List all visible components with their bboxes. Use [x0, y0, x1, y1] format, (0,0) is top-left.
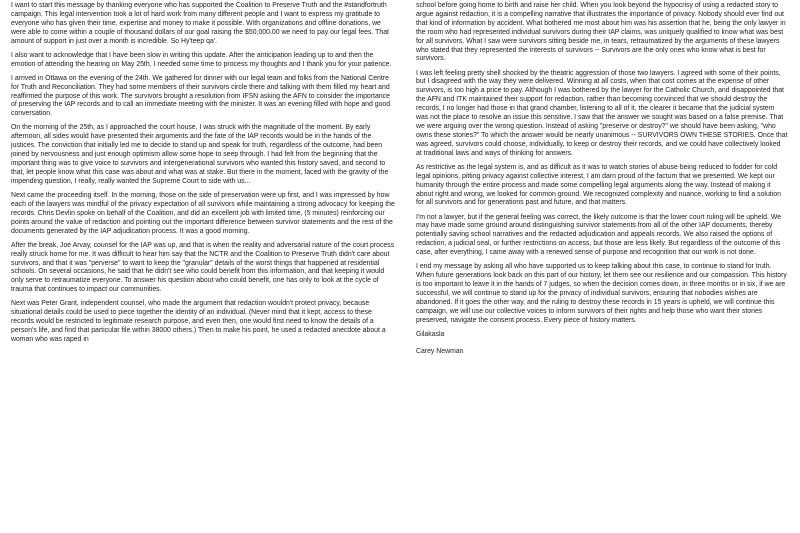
- paragraph-continuation: school before going home to birth and raise her child. When you look beyond the hypocrisy of using a redacted story to argue against redaction, it is a compelling narrative that illustrates the importance of privacy. Nobody should ever find out that kind of information by accident. What bothered me most about him was his assertion that he, being the only lawyer in the room who had represented individual survivors during their IAP claims, was uniquely qualified to know what was best for all survivors. What I saw were survivors sitting beside me, in tears, retraumatized by the arguments of these lawyers who stated that they represented the interests of survivors -- Survivors are the only ones who know what is best for survivors.: [416, 2, 786, 63]
- paragraph-outcome: I'm not a lawyer, but if the general feeling was correct, the likely outcome is that the lower court ruling will be upheld. We may have made some ground around distinguishing survivor statements from all of the other IAP documents, thereby potentially saving school narratives and the redacted adjudication and appeals records. We also raised the options of redaction, a judicial seal, or further restrictions on access, but those are less likely. But regardless of the outcome of this case, after everything, I came away with a renewed sense of purpose and recognition that our work is not done.: [416, 213, 782, 257]
- paragraph-proceeding: Next came the proceeding itself. In the morning, those on the side of preservation were up first, and I was impressed by how each of the lawyers was mindful of the privacy expectation of all survivors while maintaining a strong advocacy for keeping the records. Chris Devlin spoke on behalf of the Coalition, and did an excellent job with limited time, (5 minutes) reinforcing our points around the value of redaction and pointing out the important difference between survivor statements and the rest of the documents generated by the IAP adjudication process. It was a good morning.: [11, 191, 395, 235]
- right-column: [408, 0, 800, 533]
- signature-name: Carey Newman: [416, 347, 464, 355]
- paragraph-morning: On the morning of the 25th, as I approached the court house, I was struck with the magnitude of the moment. By early afternoon, all sides would have presented their arguments and the fate of the IAP records would be in the hands of the justices. The conviction that initially led me to decide to stand up and speak for truth, regardless of the outcome, had been joined by nervousness and just enough optimism allow some hope to seep through. I had felt from the beginning that the important thing was to give voice to survivors and intergenerational survivors who wanted this history saved, and second to that, let people know what this case was about and what was at stake. But there in the moment, faced with the gravity of the impending question, I really, really wanted the Supreme Court to side with us...: [11, 124, 389, 185]
- paragraph-arrival: I arrived in Ottawa on the evening of the 24th. We gathered for dinner with our legal team and folks from the National Centre for Truth and Reconciliation. They had some members of their survivors circle there and talking with them filled my heart and reaffirmed the purpose of this work. The survivors brought a resolution from IFSN asking the AFN to consider the importance of preserving the IAP records and to call an immediate meeting with the minister. It was an evening filled with hope and good conversation.: [11, 74, 391, 118]
- signature-block: [416, 331, 788, 357]
- paragraph-legal-system: As restrictive as the legal system is, and as difficult as it was to watch stories of abuse being reduced to fodder for cold legal opinions, pitting privacy against collective interest, I am darn proud of the factum that we presented. We kept our humanity through the entire process and made some compelling legal arguments along the way. Instead of making it about right and wrong, we looked for common ground. We recognized complexity and nuance, working to find a solution for all survivors and for generations past and future, and that matters.: [416, 163, 781, 207]
- paragraph-after-break: After the break, Joe Arvay, counsel for the IAP was up, and that is when the reality and adversarial nature of the court process really struck home for me. It was difficult to hear him say that the NCTR and the Coalition to Preserve Truth didn't care about survivors, and that it was "perverse" to want to keep the "granular" details of the worst things that happened at residential schools. On several occasions, he said that he didn't see who could benefit from this information, and that keeping it would only serve to retraumatize everyone. To answer his question about who could benefit, one has only to look at the cycle of trauma that continues to impact our communities.: [11, 241, 395, 294]
- paragraph-thanks: I want to start this message by thanking everyone who has supported the Coalition to Preserve Truth and the #standfortruth campaign. This legal intervention took a lot of hard work from many different people and I want to express my gratitude to everyone who has given their time, expertise and money to make it possible. With organizations and offline donations, we were able to come within a couple of thousand dollars of our goal raising the $50,000.00 we need to pay our legal fees. That amount of support in just over a month is incredible. So Hy'teep qa'.: [11, 2, 389, 45]
- paragraph-peter-grant: Next was Peter Grant, independent counsel, who made the argument that redaction wouldn't protect privacy, because situational details could be used to piece together the identity of an individual. (Never mind that it kept, access to these records would be restricted to legitimate research purpose, and even then, one would first need to know the details of a person's life, and find that particular file within 38000 others.) Then to make his point, he used a redacted anecdote about a woman who was raped in: [11, 300, 386, 343]
- paragraph-closing-message: I end my message by asking all who have supported us to keep talking about this case, to continue to stand for truth. When future generations look back on this part of our history, let them see our resilience and our compassion. This history is too important to leave it in the hands of 7 judges, so when the decision comes down, in three months or in six, if we are successful, we will continue to stand up for the privacy of individual survivors, ensuring that nobodies wishes are abandoned. If it goes the other way, and the ruling to destroy these records in 15 years is upheld, we will continue this campaign, we will use our collective voices to inform survivors of their rights and help those who want their stories preserved, navigate the consent process. Every piece of history matters.: [416, 263, 787, 324]
- paragraph-shell-shocked: I was left feeling pretty shell shocked by the theatric aggression of those two lawyers. I agreed with some of their points, but I disagreed with the way they were delivered. Winning at all costs, when that cost comes at the expense of other survivors, is too high a price to pay. Although I was bothered by the lawyer for the Catholic Church, and disappointed that the AFN and ITK maintained their support for redaction, rather than becoming convinced that we should destroy the records, I no longer had those in that grand chamber, listening to all of it, the clearer it became that the judicial system was not the place to resolve an issue this sensitive. I saw that the answer we sought was based on a false premise. That we were arguing over the wrong question. Instead of asking "preserve or destroy?" we should have been asking, "who owns these stories?" To which the answer would be nearly unanimous -- SURVIVORS OWN THESE STORIES. Once that was agreed, survivors could choose, individually, to keep or destroy their records, and we could have collectively looked at traditional laws and ways of thinking for answers.: [416, 69, 788, 157]
- closing-word: Gilakasla: [416, 330, 445, 338]
- paragraph-acknowledgement: I also want to acknowledge that I have been slow in writing this update. After the anticipation leading up to and then the emotion of attending the hearing on May 25th, I needed some time to process my thoughts and I thank you for your patience.: [11, 51, 392, 68]
